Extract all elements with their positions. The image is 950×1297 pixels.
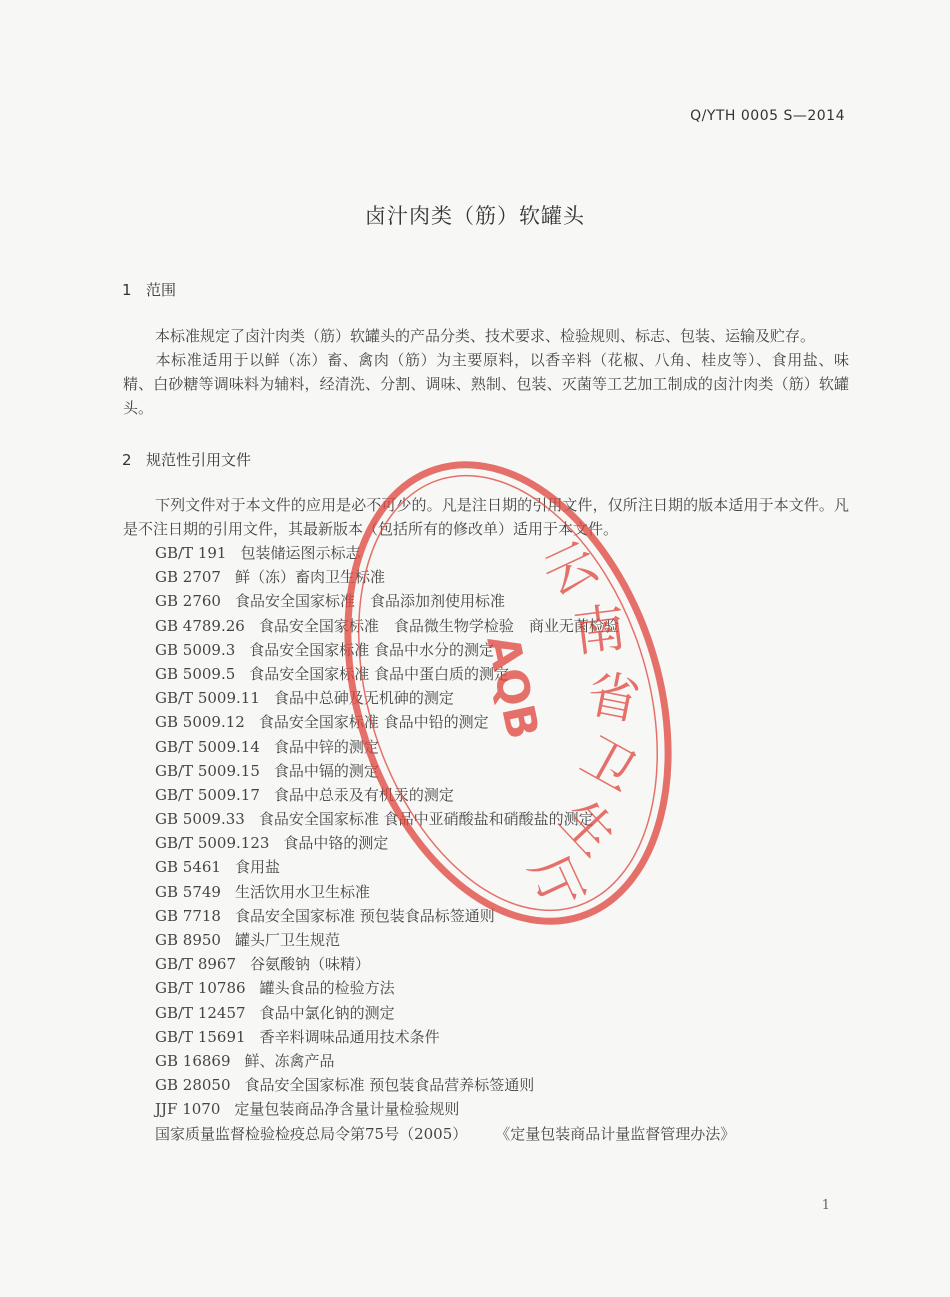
reference-title: 生活饮用水卫生标准 — [234, 882, 370, 901]
section-title: 规范性引用文件 — [146, 451, 252, 469]
reference-title: 食品安全国家标准 食品中铅的测定 — [258, 713, 489, 732]
scope-paragraph-1: 本标准规定了卤汁肉类（筋）软罐头的产品分类、技术要求、检验规则、标志、包装、运输及贮存。 — [155, 327, 816, 345]
reference-item — [155, 831, 855, 855]
reference-title: 食品中锌的测定 — [273, 737, 379, 756]
reference-title: 食品安全国家标准 食品中水分的测定 — [249, 640, 495, 659]
reference-code: GB/T 5009.14 — [155, 737, 260, 756]
reference-code: GB 5009.33 — [155, 810, 245, 829]
reference-item — [155, 614, 855, 638]
reference-code: GB 5461 — [155, 858, 221, 877]
reference-code: GB 8950 — [155, 931, 221, 949]
reference-title: 食用盐 — [234, 858, 280, 877]
reference-title: 鲜（冻）畜肉卫生标准 — [234, 568, 385, 587]
reference-title: 食品安全国家标准 预包装食品标签通则 — [234, 906, 495, 925]
reference-code: GB 5009.5 — [155, 664, 236, 683]
reference-item — [155, 759, 855, 783]
reference-item — [155, 807, 855, 831]
reference-code: GB/T 5009.11 — [155, 689, 260, 708]
reference-code: GB/T 191 — [155, 544, 227, 562]
reference-title: 罐头食品的检验方法 — [259, 979, 395, 998]
reference-title: 食品安全国家标准 食品添加剂使用标准 — [234, 592, 505, 611]
reference-item — [155, 976, 855, 1000]
reference-item — [155, 1097, 855, 1121]
reference-title: 鲜、冻禽产品 — [244, 1051, 335, 1070]
reference-item — [155, 589, 855, 613]
reference-title: 罐头厂卫生规范 — [234, 931, 340, 949]
reference-code: GB/T 10786 — [155, 979, 246, 998]
reference-item — [155, 541, 855, 565]
reference-title: 食品中总汞及有机汞的测定 — [273, 785, 454, 804]
reference-code: GB 28050 — [155, 1076, 231, 1095]
reference-item — [155, 1001, 855, 1025]
reference-item — [155, 1122, 855, 1146]
reference-item — [155, 904, 855, 928]
reference-item — [155, 880, 855, 904]
reference-code: JJF 1070 — [155, 1100, 221, 1119]
scope-paragraph-2: 本标准适用于以鲜（冻）畜、禽肉（筋）为主要原料，以香辛料（花椒、八角、桂皮等）、食用盐、味精、白砂糖等调味料为辅料，经清洗、分割、调味、熟制、包装、灭菌等工艺加工制成的卤汁肉类（筋）软罐头。 — [123, 351, 849, 417]
reference-code: GB 5009.3 — [155, 640, 236, 659]
reference-item — [155, 638, 855, 662]
reference-code: GB 5009.12 — [155, 713, 245, 732]
reference-code: GB/T 12457 — [155, 1003, 246, 1022]
seal-character: 省 — [581, 663, 645, 733]
reference-title: 食品中镉的测定 — [273, 761, 379, 780]
seal-character: 生 — [547, 788, 628, 868]
reference-code: GB/T 8967 — [155, 955, 237, 974]
reference-item — [155, 1049, 855, 1073]
reference-code: GB 4789.26 — [155, 616, 245, 635]
reference-item — [155, 855, 855, 879]
reference-code: GB/T 5009.15 — [155, 761, 260, 780]
references-intro-paragraph: 下列文件对于本文件的应用是必不可少的。凡是注日期的引用文件，仅所注日期的版本适用于本文件。凡是不注日期的引用文件，其最新版本（包括所有的修改单）适用于本文件。 — [123, 496, 849, 538]
reference-title: 包装储运图示标志 — [240, 544, 361, 562]
standard-code: Q/YTH 0005 S—2014 — [690, 108, 845, 124]
reference-code: GB 16869 — [155, 1051, 231, 1070]
reference-title: 定量包装商品净含量计量检验规则 — [234, 1100, 460, 1119]
section-1-heading — [122, 279, 176, 300]
reference-code: GB/T 5009.123 — [155, 834, 270, 853]
seal-code-text: AQB — [476, 630, 549, 744]
section-number: 2 — [122, 451, 132, 469]
reference-title: 食品中铬的测定 — [283, 834, 389, 853]
reference-title: 食品安全国家标准 食品中蛋白质的测定 — [249, 664, 510, 683]
reference-list — [155, 541, 855, 1146]
reference-item — [155, 1073, 855, 1097]
section-2-heading — [122, 449, 251, 470]
seal-character: 厅 — [517, 846, 594, 920]
reference-code: GB/T 15691 — [155, 1027, 246, 1046]
seal-character: 南 — [570, 598, 630, 665]
page-number: 1 — [821, 1198, 830, 1213]
reference-title: 食品安全国家标准 食品微生物学检验 商业无菌检验 — [258, 616, 619, 635]
reference-item — [155, 710, 855, 734]
reference-code: GB 2760 — [155, 592, 221, 611]
document-title: 卤汁肉类（筋）软罐头 — [365, 204, 585, 228]
reference-title: 食品安全国家标准 预包装食品营养标签通则 — [244, 1076, 535, 1095]
reference-code: GB 2707 — [155, 568, 221, 587]
seal-character: 卫 — [570, 726, 646, 804]
reference-title: 香辛料调味品通用技术条件 — [259, 1027, 440, 1046]
reference-item — [155, 735, 855, 759]
seal-character: 云 — [534, 531, 608, 608]
reference-item — [155, 928, 855, 952]
reference-code: GB 5749 — [155, 882, 221, 901]
reference-code: GB 7718 — [155, 906, 221, 925]
reference-item — [155, 783, 855, 807]
reference-title: 谷氨酸钠（味精） — [250, 955, 371, 974]
reference-title: 食品安全国家标准 食品中亚硝酸盐和硝酸盐的测定 — [258, 810, 594, 829]
reference-code: GB/T 5009.17 — [155, 785, 260, 804]
reference-title: 食品中总砷及无机砷的测定 — [273, 689, 454, 708]
reference-item — [155, 565, 855, 589]
reference-item — [155, 662, 855, 686]
section-title: 范围 — [146, 281, 177, 299]
reference-code: 国家质量监督检验检疫总局令第75号（2005） — [155, 1124, 468, 1143]
reference-title: 《定量包装商品计量监督管理办法》 — [495, 1124, 736, 1143]
reference-item — [155, 952, 855, 976]
reference-item — [155, 686, 855, 710]
section-number: 1 — [122, 281, 132, 299]
reference-item — [155, 1025, 855, 1049]
reference-title: 食品中氯化钠的测定 — [259, 1003, 395, 1022]
